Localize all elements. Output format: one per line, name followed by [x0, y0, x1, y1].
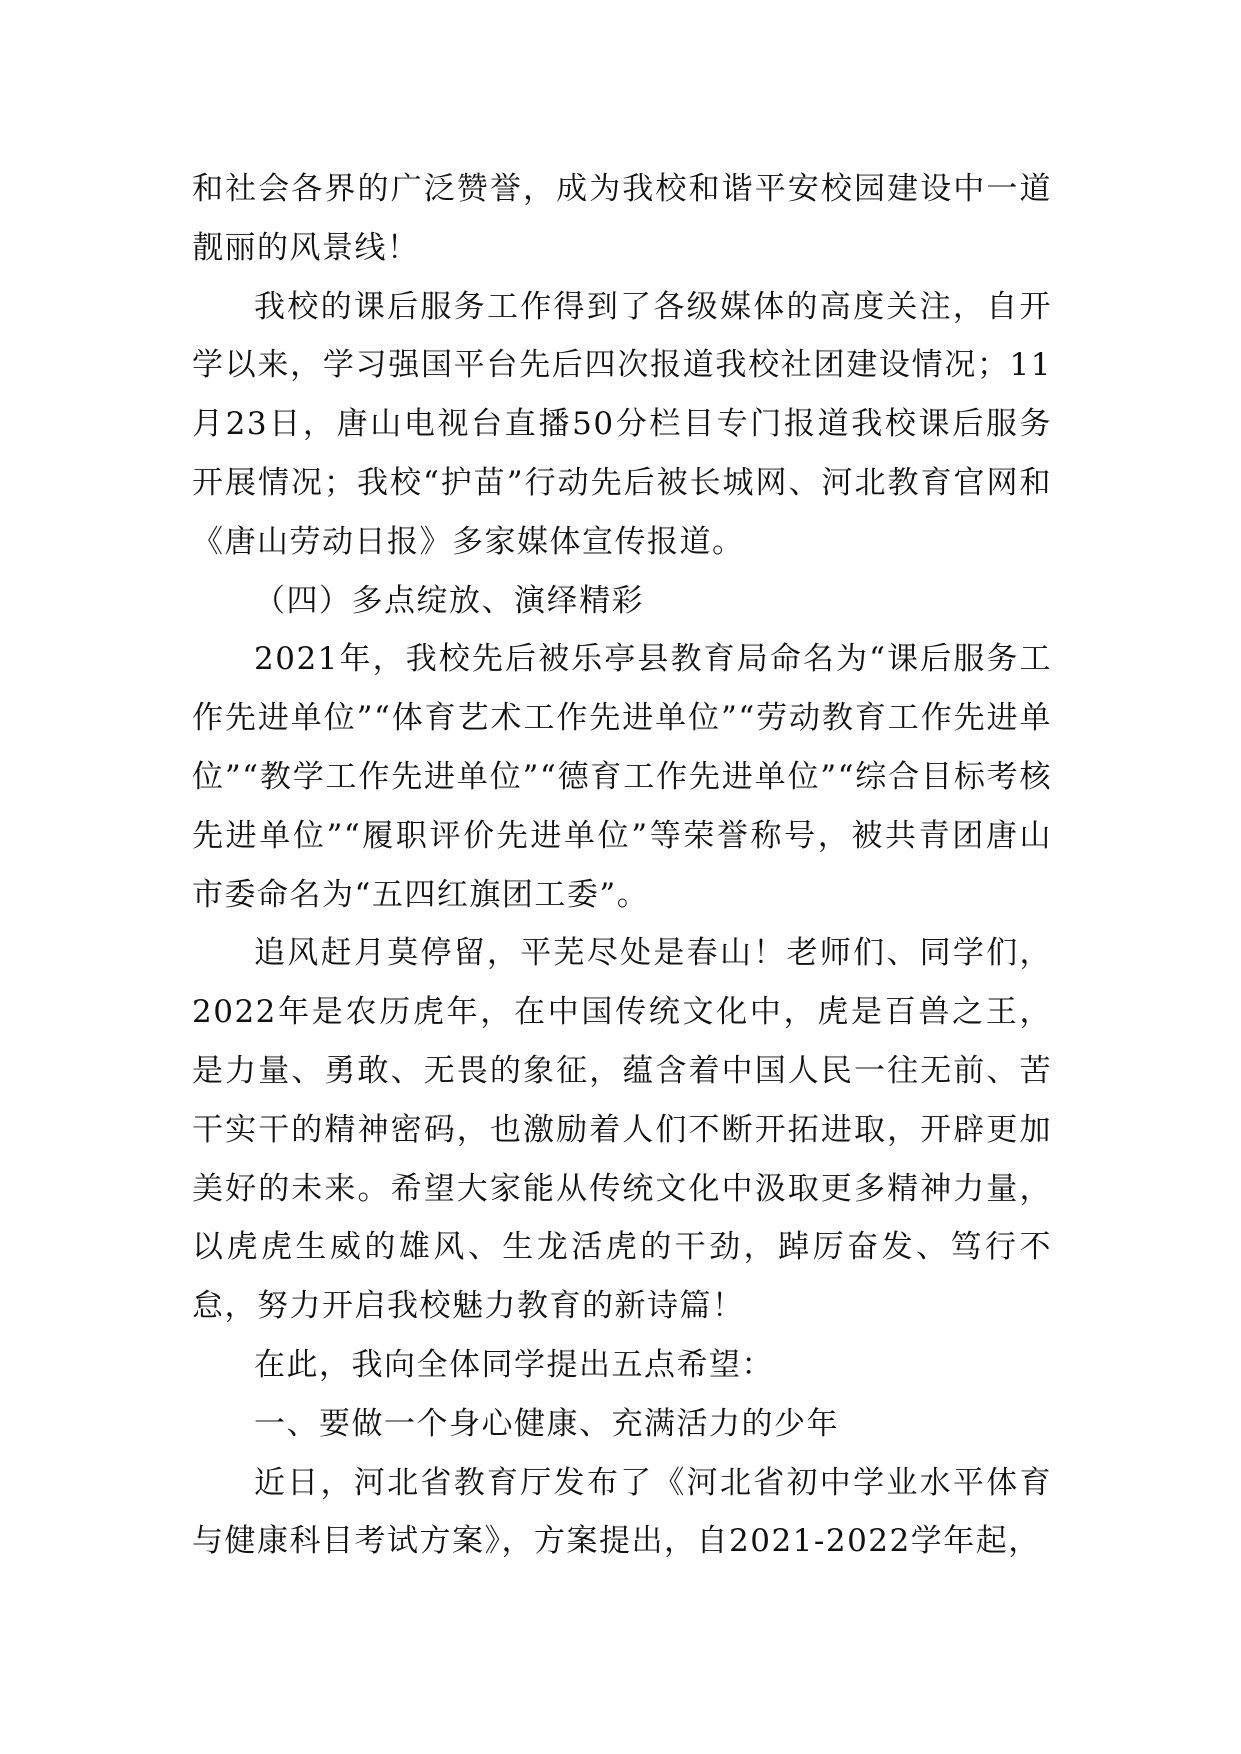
paragraph-praise-conclusion: 和社会各界的广泛赞誉，成为我校和谐平安校园建设中一道靓丽的风景线！ [192, 171, 1052, 266]
section-heading-four: （四）多点绽放、演绎精彩 [254, 582, 644, 619]
paragraph-five-hopes-intro: 在此，我向全体同学提出五点希望： [254, 1346, 774, 1383]
paragraph-exam-plan: 近日，河北省教育厅发布了《河北省初中学业水平体育与健康科目考试方案》，方案提出，自2021-2022学年起， [192, 1464, 1052, 1560]
paragraph-hope-one-heading: 一、要做一个身心健康、充满活力的少年 [254, 1405, 839, 1442]
paragraph-year-of-tiger: 追风赶月莫停留，平芜尽处是春山！老师们、同学们，2022年是农历虎年，在中国传统文化中，虎是百兽之王，是力量、勇敢、无畏的象征，蕴含着中国人民一往无前、苦干实干的精神密码，也激励着人们不断开拓进取，开辟更加美好的未来。希望大家能从传统文化中汲取更多精神力量，以虎虎生威的雄风、生龙活虎的干劲，踔厉奋发、笃行不怠，努力开启我校魅力教育的新诗篇！ [192, 935, 1052, 1325]
document-body [192, 160, 1052, 1571]
paragraph-media-coverage: 我校的课后服务工作得到了各级媒体的高度关注，自开学以来，学习强国平台先后四次报道我校社团建设情况；11月23日，唐山电视台直播50分栏目专门报道我校课后服务开展情况；我校“护苗”行动先后被长城网、河北教育官网和《唐山劳动日报》多家媒体宣传报道。 [192, 288, 1052, 560]
paragraph-honors-2021: 2021年，我校先后被乐亭县教育局命名为“课后服务工作先进单位”“体育艺术工作先进单位”“劳动教育工作先进单位”“教学工作先进单位”“德育工作先进单位”“综合目标考核先进单位”“履职评价先进单位”等荣誉称号，被共青团唐山市委命名为“五四红旗团工委”。 [192, 641, 1052, 913]
